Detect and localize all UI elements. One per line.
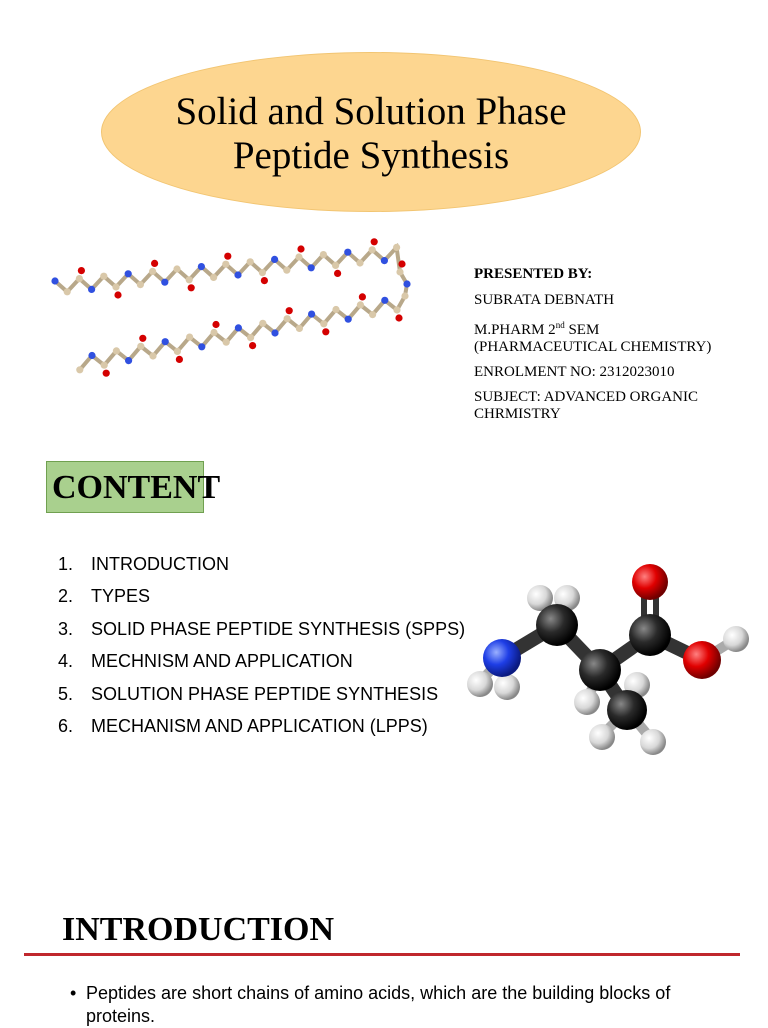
peptide-atom	[210, 274, 217, 281]
peptide-atom	[381, 257, 388, 264]
course-pre: M.PHARM 2	[474, 322, 556, 338]
peptide-atom	[137, 343, 144, 350]
peptide-atom	[308, 311, 315, 318]
content-item: 6. MECHANISM AND APPLICATION (LPPS)	[58, 715, 428, 736]
peptide-oxygen-atom	[188, 284, 195, 291]
title-line-2: Peptide Synthesis	[232, 134, 510, 177]
introduction-heading: INTRODUCTION	[62, 911, 335, 948]
peptide-atom	[162, 338, 169, 345]
presenter-course	[474, 317, 764, 356]
peptide-atom	[259, 320, 266, 327]
alanine-molecule-image	[462, 560, 752, 760]
course-sup: nd	[555, 320, 565, 330]
peptide-oxygen-atom	[395, 314, 402, 321]
peptide-atom	[356, 259, 363, 266]
peptide-atom	[186, 276, 193, 283]
peptide-atom	[393, 244, 400, 251]
peptide-atom	[64, 288, 71, 295]
peptide-oxygen-atom	[103, 370, 110, 377]
peptide-atom	[88, 352, 95, 359]
peptide-atom	[344, 249, 351, 256]
introduction-bullet-text: Peptides are short chains of amino acids, which are the building blocks of proteins.	[86, 983, 671, 1026]
subject-line-1: SUBJECT: ADVANCED ORGANIC	[474, 389, 699, 405]
presenter-name: SUBRATA DEBNATH	[474, 292, 615, 308]
peptide-atom	[210, 329, 217, 336]
content-item: 2. TYPES	[58, 586, 151, 607]
peptide-oxygen-atom	[297, 245, 304, 252]
peptide-atom	[369, 246, 376, 253]
peptide-atom	[296, 325, 303, 332]
bullet-icon: •	[70, 983, 77, 1003]
peptide-oxygen-atom	[398, 260, 405, 267]
peptide-atom	[271, 329, 278, 336]
peptide-oxygen-atom	[322, 328, 329, 335]
peptide-oxygen-atom	[139, 335, 146, 342]
peptide-atom	[381, 297, 388, 304]
peptide-chain-image	[45, 232, 425, 397]
peptide-atom	[125, 357, 132, 364]
peptide-atom	[112, 283, 119, 290]
peptide-atom	[320, 251, 327, 258]
peptide-atom	[125, 270, 132, 277]
peptide-atom	[223, 339, 230, 346]
peptide-atom	[308, 264, 315, 271]
peptide-atom	[247, 334, 254, 341]
peptide-atom	[332, 262, 339, 269]
peptide-atom	[259, 269, 266, 276]
peptide-atom	[234, 271, 241, 278]
peptide-atom	[357, 301, 364, 308]
peptide-atom	[396, 268, 403, 275]
peptide-atom	[369, 311, 376, 318]
peptide-atom	[332, 306, 339, 313]
peptide-atom	[174, 348, 181, 355]
peptide-oxygen-atom	[78, 267, 85, 274]
peptide-atom	[295, 253, 302, 260]
presenter-block	[474, 266, 764, 431]
peptide-atom	[88, 286, 95, 293]
peptide-atom	[320, 320, 327, 327]
peptide-atom	[149, 268, 156, 275]
peptide-atom	[283, 267, 290, 274]
peptide-oxygen-atom	[261, 277, 268, 284]
peptide-atom	[235, 324, 242, 331]
peptide-oxygen-atom	[371, 238, 378, 245]
peptide-atom	[76, 275, 83, 282]
peptide-atom	[137, 281, 144, 288]
peptide-oxygen-atom	[114, 291, 121, 298]
peptide-atom	[403, 280, 410, 287]
content-item: 3. SOLID PHASE PEPTIDE SYNTHESIS (SPPS)	[58, 618, 466, 639]
content-item: 1. INTRODUCTION	[58, 554, 229, 574]
presenter-subject	[474, 389, 764, 423]
peptide-atom	[345, 316, 352, 323]
peptide-oxygen-atom	[286, 307, 293, 314]
introduction-bullet	[70, 982, 750, 1026]
peptide-atom	[76, 366, 83, 373]
content-list	[58, 548, 465, 742]
peptide-atom	[271, 256, 278, 263]
peptide-oxygen-atom	[249, 342, 256, 349]
content-item: 4. MECHNISM AND APPLICATION	[58, 651, 353, 672]
peptide-oxygen-atom	[224, 253, 231, 260]
content-heading: CONTENT	[52, 469, 221, 506]
peptide-atom	[100, 273, 107, 280]
peptide-oxygen-atom	[151, 260, 158, 267]
content-item: 5. SOLUTION PHASE PEPTIDE SYNTHESIS	[58, 683, 439, 704]
peptide-atom	[173, 265, 180, 272]
peptide-oxygen-atom	[359, 293, 366, 300]
peptide-atom	[284, 315, 291, 322]
peptide-atom	[149, 352, 156, 359]
presenter-department: (PHARMACEUTICAL CHEMISTRY)	[474, 339, 712, 355]
peptide-atom	[113, 347, 120, 354]
presenter-enrolment: ENROLMENT NO: 2312023010	[474, 364, 675, 380]
peptide-oxygen-atom	[176, 356, 183, 363]
peptide-atom	[393, 306, 400, 313]
peptide-atom	[401, 292, 408, 299]
peptide-atom	[198, 343, 205, 350]
peptide-atom	[222, 261, 229, 268]
peptide-atom	[51, 277, 58, 284]
peptide-oxygen-atom	[212, 321, 219, 328]
peptide-atom	[247, 258, 254, 265]
peptide-atom	[186, 334, 193, 341]
title-ellipse	[101, 52, 641, 212]
peptide-oxygen-atom	[334, 270, 341, 277]
peptide-atom	[198, 263, 205, 270]
subject-line-2: CHRMISTRY	[474, 406, 561, 422]
presenter-heading: PRESENTED BY:	[474, 266, 593, 282]
title-line-1: Solid and Solution Phase	[175, 90, 567, 133]
introduction-divider	[24, 953, 740, 956]
course-post: SEM	[564, 322, 600, 338]
peptide-atom	[101, 362, 108, 369]
peptide-atom	[161, 279, 168, 286]
